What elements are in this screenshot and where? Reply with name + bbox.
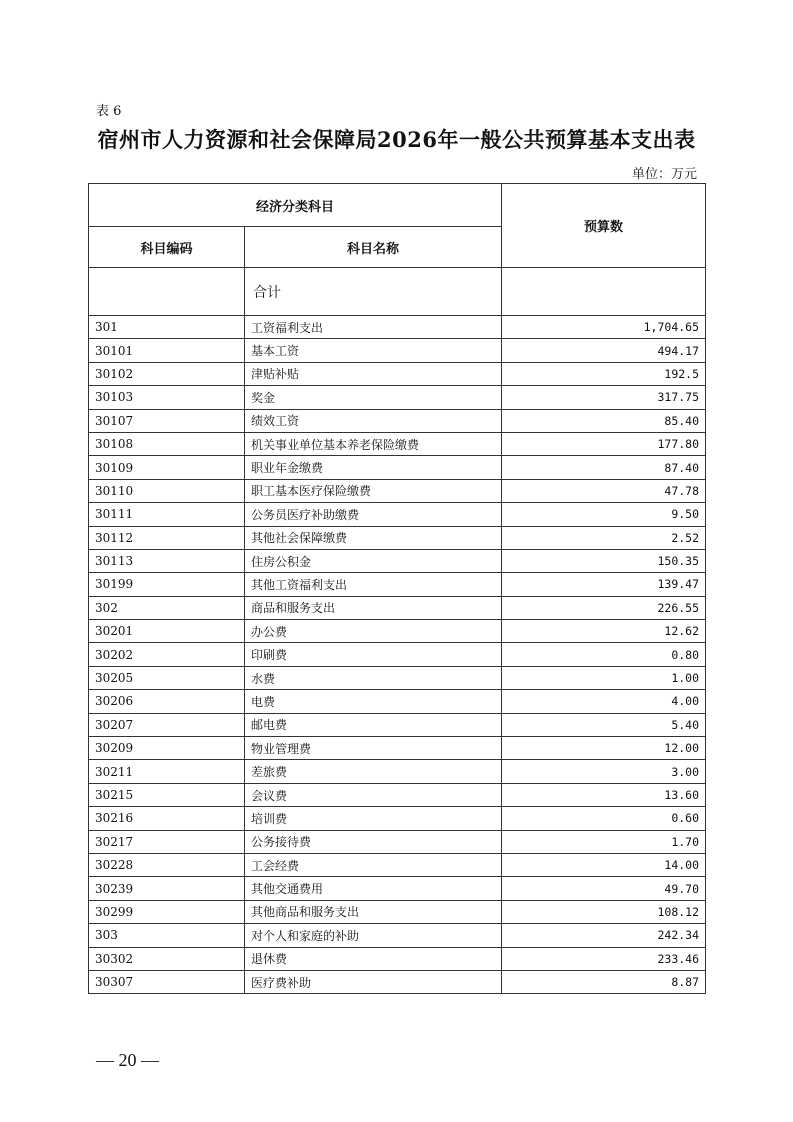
row-code: 303 xyxy=(89,924,245,947)
row-amount: 0.60 xyxy=(502,807,706,830)
row-code: 30215 xyxy=(89,783,245,806)
row-name: 其他交通费用 xyxy=(245,877,502,900)
row-name: 机关事业单位基本养老保险缴费 xyxy=(245,432,502,455)
table-row xyxy=(89,924,706,947)
row-amount: 1.00 xyxy=(502,666,706,689)
table-row xyxy=(89,666,706,689)
row-name: 绩效工资 xyxy=(245,409,502,432)
budget-table xyxy=(88,183,706,994)
table-row xyxy=(89,409,706,432)
row-name: 会议费 xyxy=(245,783,502,806)
table-row xyxy=(89,643,706,666)
row-code: 30302 xyxy=(89,947,245,970)
row-code: 30112 xyxy=(89,526,245,549)
row-name: 差旅费 xyxy=(245,760,502,783)
row-amount: 47.78 xyxy=(502,479,706,502)
table-row xyxy=(89,503,706,526)
row-code: 301 xyxy=(89,316,245,339)
row-name: 基本工资 xyxy=(245,339,502,362)
row-name: 水费 xyxy=(245,666,502,689)
table-row xyxy=(89,783,706,806)
table-row xyxy=(89,807,706,830)
row-amount: 9.50 xyxy=(502,503,706,526)
row-amount: 14.00 xyxy=(502,853,706,876)
table-row xyxy=(89,830,706,853)
row-amount: 8.87 xyxy=(502,970,706,993)
row-name: 其他商品和服务支出 xyxy=(245,900,502,923)
row-amount: 5.40 xyxy=(502,713,706,736)
row-amount: 3.00 xyxy=(502,760,706,783)
row-code: 30299 xyxy=(89,900,245,923)
row-name: 商品和服务支出 xyxy=(245,596,502,619)
table-row xyxy=(89,947,706,970)
header-budget-amount: 预算数 xyxy=(502,184,706,268)
row-code: 30217 xyxy=(89,830,245,853)
row-code: 30102 xyxy=(89,362,245,385)
row-name: 奖金 xyxy=(245,386,502,409)
row-amount: 317.75 xyxy=(502,386,706,409)
row-name: 医疗费补助 xyxy=(245,970,502,993)
total-label: 合计 xyxy=(245,268,502,316)
row-amount: 150.35 xyxy=(502,549,706,572)
row-name: 职工基本医疗保险缴费 xyxy=(245,479,502,502)
table-number: 表 6 xyxy=(96,104,122,119)
total-row xyxy=(89,268,706,316)
page-number: — 20 — xyxy=(96,1050,159,1070)
row-amount: 1.70 xyxy=(502,830,706,853)
row-amount: 177.80 xyxy=(502,432,706,455)
row-name: 印刷费 xyxy=(245,643,502,666)
table-row xyxy=(89,877,706,900)
table-row xyxy=(89,456,706,479)
row-amount: 87.40 xyxy=(502,456,706,479)
row-name: 办公费 xyxy=(245,620,502,643)
table-row xyxy=(89,549,706,572)
table-row xyxy=(89,362,706,385)
header-econ-category: 经济分类科目 xyxy=(89,184,502,227)
row-code: 30107 xyxy=(89,409,245,432)
row-amount: 12.00 xyxy=(502,737,706,760)
table-row xyxy=(89,900,706,923)
row-name: 工资福利支出 xyxy=(245,316,502,339)
table-row xyxy=(89,573,706,596)
table-row xyxy=(89,760,706,783)
table-row xyxy=(89,339,706,362)
row-code: 30201 xyxy=(89,620,245,643)
row-amount: 4.00 xyxy=(502,690,706,713)
row-code: 30307 xyxy=(89,970,245,993)
row-name: 职业年金缴费 xyxy=(245,456,502,479)
row-name: 其他社会保障缴费 xyxy=(245,526,502,549)
row-code: 30211 xyxy=(89,760,245,783)
row-code: 30205 xyxy=(89,666,245,689)
row-code: 30108 xyxy=(89,432,245,455)
row-amount: 226.55 xyxy=(502,596,706,619)
row-code: 30202 xyxy=(89,643,245,666)
row-amount: 12.62 xyxy=(502,620,706,643)
row-amount: 233.46 xyxy=(502,947,706,970)
row-code: 30228 xyxy=(89,853,245,876)
row-amount: 108.12 xyxy=(502,900,706,923)
row-name: 邮电费 xyxy=(245,713,502,736)
row-code: 30113 xyxy=(89,549,245,572)
header-name: 科目名称 xyxy=(245,227,502,268)
table-row xyxy=(89,526,706,549)
unit-label: 单位：万元 xyxy=(631,167,697,182)
table-row xyxy=(89,713,706,736)
row-name: 住房公积金 xyxy=(245,549,502,572)
row-amount: 139.47 xyxy=(502,573,706,596)
table-row xyxy=(89,479,706,502)
row-amount: 1,704.65 xyxy=(502,316,706,339)
page-title: 宿州市人力资源和社会保障局2026年一般公共预算基本支出表 xyxy=(97,127,696,152)
row-name: 其他工资福利支出 xyxy=(245,573,502,596)
row-code: 30109 xyxy=(89,456,245,479)
row-code: 30209 xyxy=(89,737,245,760)
row-name: 培训费 xyxy=(245,807,502,830)
table-row xyxy=(89,596,706,619)
table-row xyxy=(89,386,706,409)
row-code: 30103 xyxy=(89,386,245,409)
row-name: 津贴补贴 xyxy=(245,362,502,385)
row-amount: 2.52 xyxy=(502,526,706,549)
table-row xyxy=(89,690,706,713)
table-row xyxy=(89,853,706,876)
row-code: 302 xyxy=(89,596,245,619)
header-code: 科目编码 xyxy=(89,227,245,268)
row-name: 电费 xyxy=(245,690,502,713)
row-name: 退休费 xyxy=(245,947,502,970)
row-amount: 13.60 xyxy=(502,783,706,806)
row-name: 物业管理费 xyxy=(245,737,502,760)
row-amount: 494.17 xyxy=(502,339,706,362)
row-name: 工会经费 xyxy=(245,853,502,876)
row-name: 对个人和家庭的补助 xyxy=(245,924,502,947)
row-amount: 0.80 xyxy=(502,643,706,666)
row-code: 30110 xyxy=(89,479,245,502)
row-name: 公务员医疗补助缴费 xyxy=(245,503,502,526)
row-code: 30216 xyxy=(89,807,245,830)
row-name: 公务接待费 xyxy=(245,830,502,853)
row-code: 30239 xyxy=(89,877,245,900)
table-row xyxy=(89,620,706,643)
row-amount: 49.70 xyxy=(502,877,706,900)
total-code xyxy=(89,268,245,316)
table-row xyxy=(89,737,706,760)
row-code: 30207 xyxy=(89,713,245,736)
table-row xyxy=(89,970,706,993)
row-amount: 85.40 xyxy=(502,409,706,432)
row-amount: 192.5 xyxy=(502,362,706,385)
row-amount: 242.34 xyxy=(502,924,706,947)
row-code: 30101 xyxy=(89,339,245,362)
row-code: 30206 xyxy=(89,690,245,713)
table-row xyxy=(89,316,706,339)
row-code: 30111 xyxy=(89,503,245,526)
table-row xyxy=(89,432,706,455)
total-amount xyxy=(502,268,706,316)
row-code: 30199 xyxy=(89,573,245,596)
